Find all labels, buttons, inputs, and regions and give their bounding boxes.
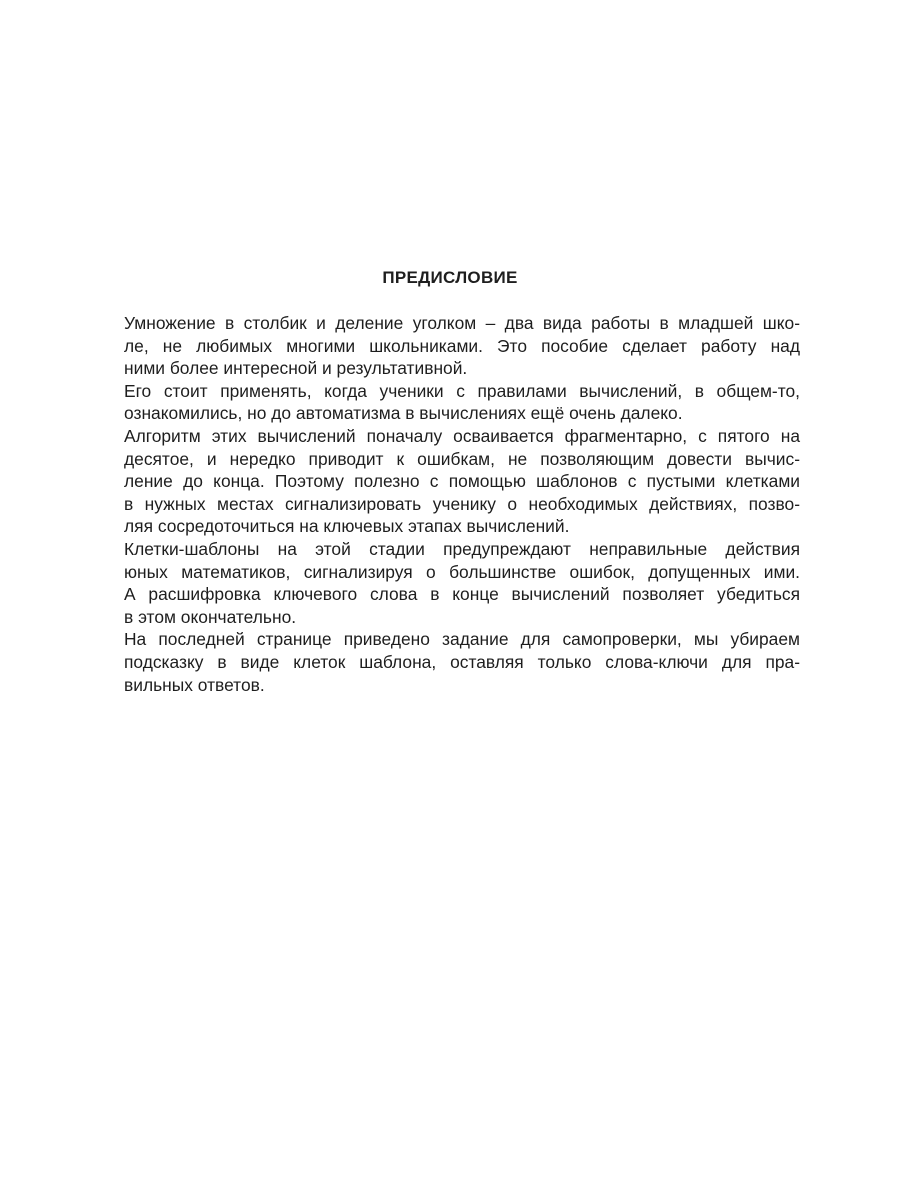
text-line: Его стоит применять, когда ученики с правилами вычислений, в общем-то,	[124, 380, 800, 401]
text-line: десятое, и нередко приводит к ошибкам, не позволяющим довести вычис-	[124, 448, 800, 469]
preface-text	[124, 312, 800, 696]
page-title: ПРЕДИСЛОВИЕ	[382, 268, 518, 287]
text-line: ление до конца. Поэтому полезно с помощью шаблонов с пустыми клетками	[124, 471, 800, 492]
text-line: ознакомились, но до автоматизма в вычислениях ещё очень далеко.	[124, 403, 683, 424]
text-line: Клетки-шаблоны на этой стадии предупреждают неправильные действия	[124, 538, 800, 559]
text-line: в этом окончательно.	[124, 606, 297, 627]
text-line: подсказку в виде клеток шаблона, оставляя только слова-ключи для пра-	[124, 651, 800, 672]
text-line: юных математиков, сигнализируя о большинстве ошибок, допущенных ими.	[124, 561, 800, 582]
text-line: ними более интересной и результативной.	[124, 358, 468, 379]
text-line: На последней странице приведено задание для самопроверки, мы убираем	[124, 629, 800, 650]
text-line: ляя сосредоточиться на ключевых этапах вычислений.	[124, 516, 570, 537]
text-line: Умножение в столбик и деление уголком – два вида работы в младшей шко-	[124, 313, 800, 333]
text-line: А расшифровка ключевого слова в конце вычислений позволяет убедиться	[124, 584, 800, 605]
text-line: вильных ответов.	[124, 674, 265, 695]
text-line: в нужных местах сигнализировать ученику о необходимых действиях, позво-	[124, 493, 800, 514]
text-line: ле, не любимых многими школьниками. Это пособие сделает работу над	[124, 335, 800, 356]
text-line: Алгоритм этих вычислений поначалу осваивается фрагментарно, с пятого на	[124, 425, 800, 446]
